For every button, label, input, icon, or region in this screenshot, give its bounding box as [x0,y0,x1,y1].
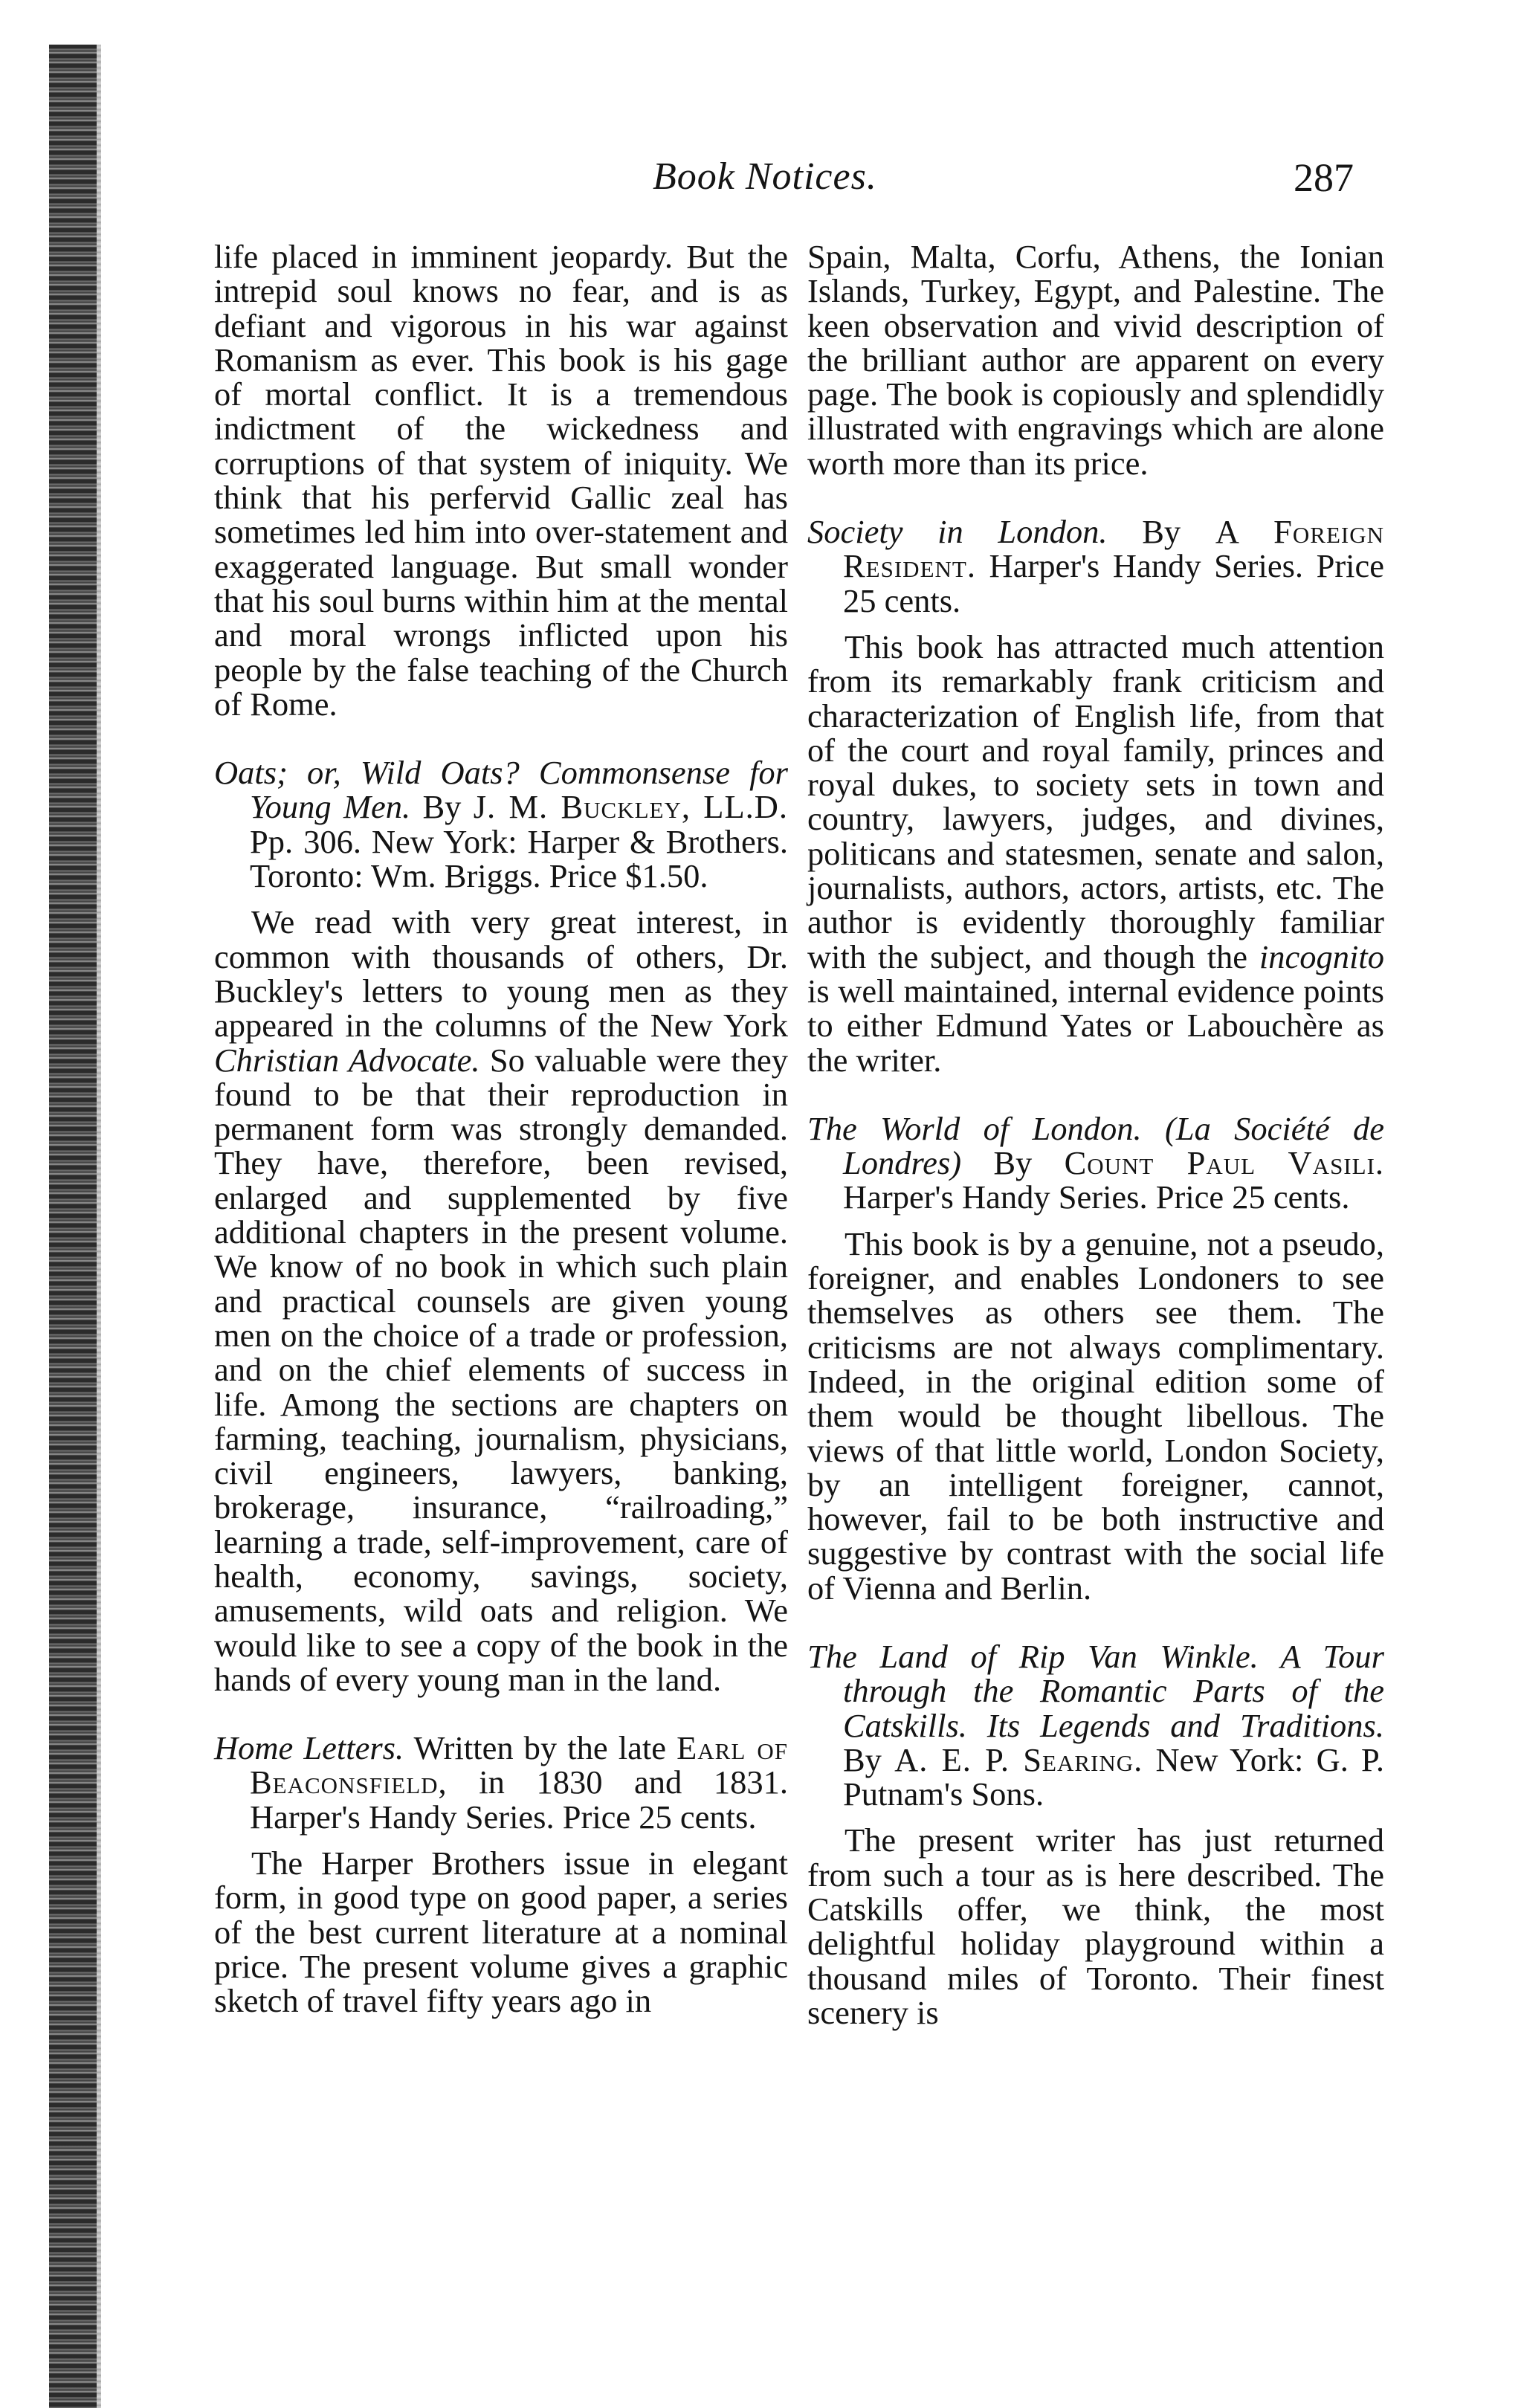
book-title: Home Letters. [214,1729,404,1767]
book-author: J. M. Buckley, LL.D. [473,788,789,826]
periodical-title: Christian Advocate. [214,1041,480,1079]
by-word: By [422,788,462,826]
book-title: The World of London. (La Société de Londres) [807,1109,1384,1182]
review-paragraph: The present writer has just returned from such a tour as is here described. The Catskills offer, we think, the most delightful holiday playground within a thousand miles of Toronto. Their finest scenery is [807,1821,1384,2031]
left-column [214,239,788,2018]
book-notice-heading [214,755,788,893]
review-paragraph: The Harper Brothers issue in elegant form, in good type on good paper, a series of the best current literature at a nominal price. The present volume gives a graphic sketch of travel fifty years ago in [214,1844,788,2020]
book-lead: Written by the late [413,1729,666,1767]
book-title: Society in London. [807,513,1108,551]
book-notice-heading [807,1639,1384,1811]
book-details: Harper's Handy Series. Price 25 cents. [843,547,1385,619]
book-title: Oats; or, Wild Oats? Commonsense for Young Men. [214,754,788,826]
book-title: The Land of Rip Van Winkle. A Tour through the Romantic Parts of the Catskills. Its Legends and Traditions. [807,1637,1384,1744]
gutter-shadow [97,45,101,2408]
book-author: Count Paul Vasili. [1064,1144,1385,1182]
book-author: A. E. P. Searing. [894,1740,1143,1778]
review-paragraph: This book has attracted much attention from its remarkably frank criticism and characterization of English life, from that of the court and royal family, princes and royal dukes, to society sets in town and country, lawyers, judges, and divines, politicans and statesmen, senate and salon, journalists, authors, actors, artists, etc. The author is evidently thoroughly familiar with the subject, and though the incognito is well maintained, internal evidence points to either Edmund Yates or Labouchère as the writer. [807,627,1384,1079]
by-word: By [993,1144,1033,1182]
book-details: Pp. 306. New York: Harper & Brothers. Toronto: Wm. Briggs. Price $1.50. [250,822,788,895]
book-notice-heading [214,1731,788,1834]
by-word: By [1142,513,1181,551]
book-spine-edge [49,45,97,2408]
by-word: By [843,1740,882,1778]
book-notice-heading [807,514,1384,618]
book-author: Earl of Beaconsfield, [250,1729,789,1801]
review-paragraph: This book is by a genuine, not a pseudo, foreigner, and enables Londoners to see themselves as others see them. The criticisms are not always complimentary. Indeed, in the original edition some of them would be thought libellous. The views of that little world, London Society, by an intelligent foreigner, cannot, however, fail to be both instructive and suggestive by contrast with the social life of Vienna and Berlin. [807,1224,1384,1607]
page-number: 287 [1294,155,1354,200]
book-notice-heading [807,1111,1384,1215]
book-details: in 1830 and 1831. Harper's Handy Series. Price 25 cents. [250,1763,788,1836]
running-title: Book Notices. [653,155,877,198]
running-head [0,155,1521,214]
review-paragraph: We read with very great interest, in common with thousands of others, Dr. Buckley's letters to young men as they appeared in the columns of the New York Christian Advocate. So valuable were they found to be that their reproduction in permanent form was strongly demanded. They have, therefore, been revised, enlarged and supplemented by five additional chapters in the present volume. We know of no book in which such plain and practical counsels are given young men on the choice of a trade or profession, and on the chief elements of success in life. Among the sections are chapters on farming, teaching, journalism, physicians, civil engineers, lawyers, banking, brokerage, insurance, “railroading,” learning a trade, self-improvement, care of health, economy, savings, society, amusements, wild oats and religion. We would like to see a copy of the book in the hands of every young man in the land. [214,903,789,1698]
book-details: Harper's Handy Series. Price 25 cents. [843,1178,1350,1216]
book-author: A Foreign Resident. [843,513,1385,585]
continued-paragraph: Spain, Malta, Corfu, Athens, the Ionian Islands, Turkey, Egypt, and Palestine. The keen observation and vivid description of the brilliant author are apparent on every page. The book is copiously and splendidly illustrated with engravings which are alone worth more than its price. [807,238,1384,482]
italic-term: incognito [1259,937,1384,975]
book-details: New York: G. P. Putnam's Sons. [843,1740,1384,1813]
right-column [807,239,1384,2030]
continued-paragraph: life placed in imminent jeopardy. But the intrepid soul knows no fear, and is as defiant and vigorous in his war against Romanism as ever. This book is his gage of mortal conflict. It is a tremendous indictment of the wickedness and corruptions of that system of iniquity. We think that his perfervid Gallic zeal has sometimes led him into over-statement and exaggerated language. But small wonder that his soul burns within him at the mental and moral wrongs inflicted upon his people by the false teaching of the Church of Rome. [214,238,788,723]
